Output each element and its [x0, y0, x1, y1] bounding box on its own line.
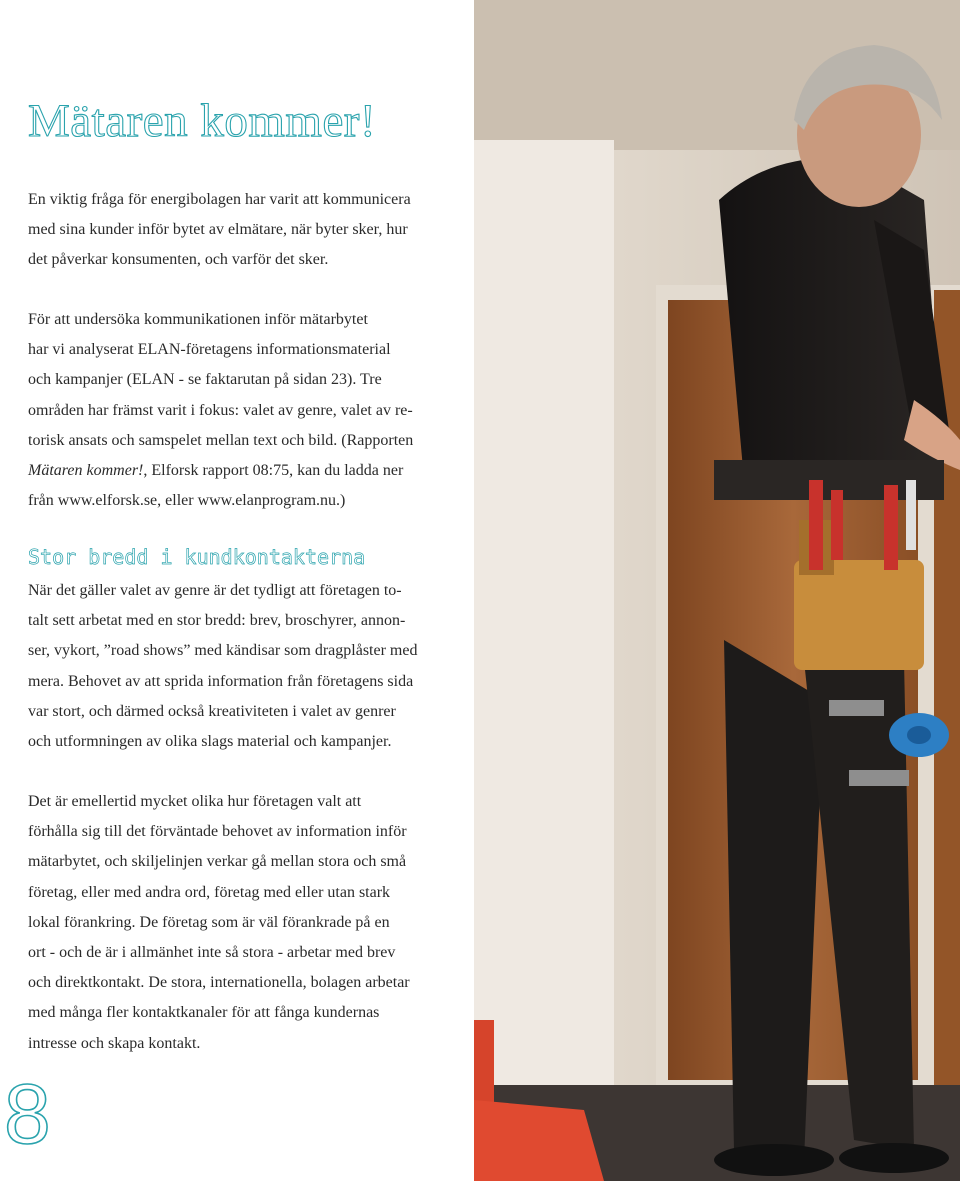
section-heading: Stor bredd i kundkontakterna	[28, 545, 366, 569]
report-title: Mätaren kommer!	[28, 462, 144, 480]
technician-photo	[474, 0, 960, 1181]
method-paragraph-text: För att undersöka kommunikationen inför mätarbytet har vi analyserat ELAN-företagens informationsmaterial och kampanjer (ELAN - se faktarutan på sidan 23). Tre områden har främst varit i fokus: valet av genre, valet av re- torisk ansats och samspelet mellan text och bild. (Rapporten	[28, 311, 414, 449]
method-paragraph-text-end: , Elforsk rapport 08:75, kan du ladda ner från www.elforsk.se, eller www.elanprogram.nu.)	[28, 462, 404, 510]
intro-paragraph: En viktig fråga för energibolagen har varit att kommunicera med sina kunder inför bytet av elmätare, när byter sker, hur det påverkar konsumenten, och varför det sker.	[28, 191, 411, 269]
conclusion-paragraph: Det är emellertid mycket olika hur företagen valt att förhålla sig till det förväntade behovet av information inför mätarbytet, och skiljelinjen verkar gå mellan stora och små företag, eller med andra ord, företag med eller utan stark lokal förankring. De företag som är väl förankrade på en ort - och de är i allmänhet inte så stora - arbetar med brev och direktkontakt. De stora, internationella, bolagen arbetar med många fler kontaktkanaler för att fånga kundernas intresse och skapa kontakt.	[28, 793, 410, 1052]
page-number: 8	[4, 1067, 51, 1161]
method-paragraph	[28, 305, 468, 516]
page-title: Mätaren kommer!	[28, 95, 377, 147]
genre-paragraph: När det gäller valet av genre är det tydligt att företagen to- talt sett arbetat med en stor bredd: brev, broschyrer, annon- ser, vykort, ”road shows” med kändisar som dragplåster med mera. Behovet av att sprida information från företagens sida var stort, och därmed också kreativiteten i valet av genrer och utformningen av olika slags material och kampanjer.	[28, 582, 418, 751]
